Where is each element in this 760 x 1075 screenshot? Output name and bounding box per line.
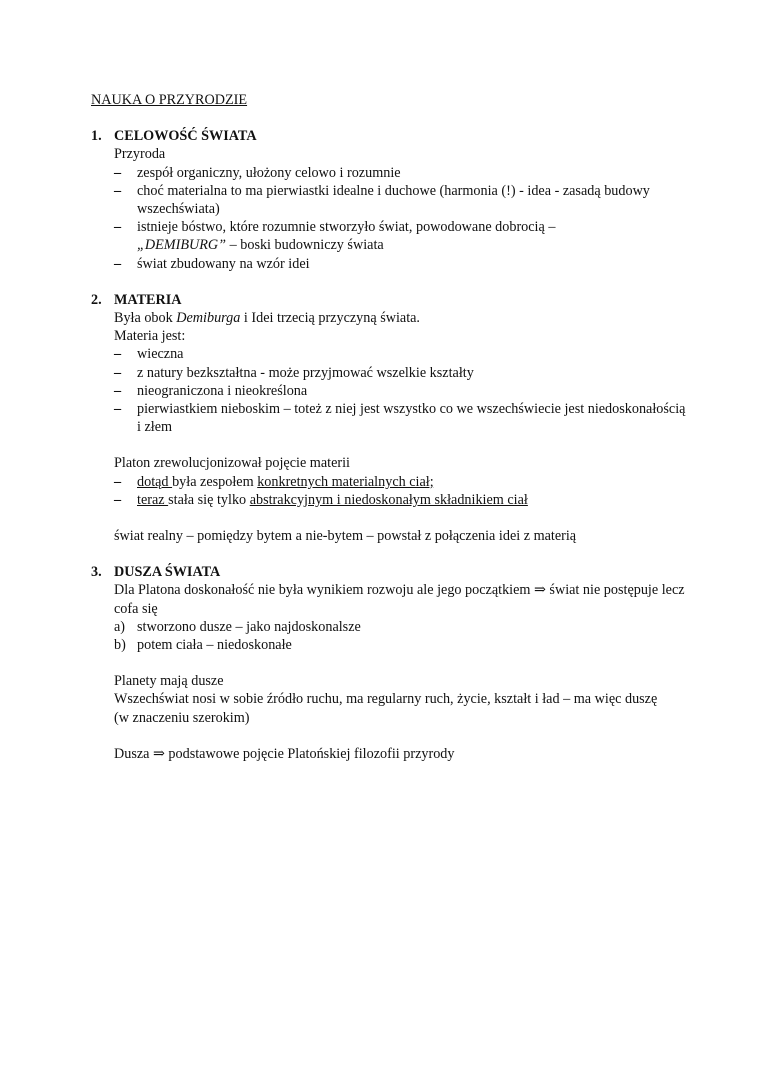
- list-item: – z natury bezkształtna - może przyjmować wszelkie kształty: [114, 364, 474, 381]
- section-celowosc: [91, 127, 691, 273]
- paragraph: Wszechświat nosi w sobie źródło ruchu, ma regularny ruch, życie, kształt i ład – ma więc duszę: [114, 691, 658, 708]
- section-materia: [91, 291, 691, 545]
- list-item: – choć materialna to ma pierwiastki idealne i duchowe (harmonia (!) - idea - zasadą budowy wszechświata): [114, 182, 650, 218]
- paragraph: Planety mają dusze: [114, 673, 224, 690]
- alpha-list: [114, 618, 691, 654]
- list-item: – teraz stała się tylko abstrakcyjnym i niedoskonałym składnikiem ciał: [114, 491, 528, 508]
- list-item: – dotąd była zespołem konkretnych materialnych ciał;: [114, 473, 434, 490]
- dash-bullet: –: [114, 219, 122, 236]
- page-title: NAUKA O PRZYRODZIE: [91, 92, 248, 108]
- section-dusza: [91, 563, 691, 763]
- section-number: 1.: [91, 128, 102, 145]
- section-heading: DUSZA ŚWIATA: [114, 564, 221, 581]
- dash-bullet: –: [114, 401, 122, 418]
- dash-bullet: –: [114, 473, 122, 490]
- paragraph: (w znaczeniu szerokim): [114, 709, 250, 726]
- section-heading: CELOWOŚĆ ŚWIATA: [114, 128, 257, 145]
- list-item: – zespół organiczny, ułożony celowo i rozumnie: [114, 164, 401, 181]
- alpha-marker: a): [114, 618, 126, 635]
- dash-bullet: –: [114, 346, 122, 363]
- list-item: – istnieje bóstwo, które rozumnie stworzyło świat, powodowane dobrocią – „DEMIBURG” – boski budowniczy świata: [114, 219, 556, 254]
- list-item: – pierwiastkiem nieboskim – toteż z niej jest wszystko co we wszechświecie jest niedoskonałością i złem: [114, 401, 686, 436]
- section-number: 2.: [91, 291, 102, 308]
- dash-bullet: –: [114, 182, 122, 199]
- platon-paragraph: Platon zrewolucjonizował pojęcie materii: [114, 455, 350, 472]
- dash-list: [114, 473, 691, 509]
- dash-bullet: –: [114, 255, 122, 272]
- section-intro: Dla Platona doskonałość nie była wynikiem rozwoju ale jego początkiem ⇒ świat nie postępuje lecz cofa się: [114, 582, 685, 617]
- section-intro: Przyroda: [114, 146, 166, 163]
- closing-paragraph: świat realny – pomiędzy bytem a nie-bytem – powstał z połączenia idei z materią: [114, 528, 577, 545]
- section-number: 3.: [91, 564, 102, 581]
- document-body: [91, 91, 691, 763]
- section-heading: MATERIA: [114, 291, 182, 308]
- dash-bullet: –: [114, 382, 122, 399]
- dash-bullet: –: [114, 364, 122, 381]
- list-item: – świat zbudowany na wzór idei: [114, 255, 310, 272]
- list-item: – wieczna: [114, 346, 184, 363]
- dash-bullet: –: [114, 491, 122, 508]
- demiburg-term: „DEMIBURG”: [137, 237, 227, 254]
- paragraph: Dusza ⇒ podstawowe pojęcie Platońskiej filozofii przyrody: [114, 745, 455, 762]
- dash-list: [114, 164, 691, 273]
- section-intro: Była obok Demiburga i Idei trzecią przyczyną świata.: [114, 310, 420, 327]
- alpha-marker: b): [114, 637, 126, 654]
- list-item: a) stworzono dusze – jako najdoskonalsze: [114, 618, 361, 635]
- list-item: b) potem ciała – niedoskonałe: [114, 637, 292, 654]
- dash-list: [114, 345, 691, 436]
- dash-bullet: –: [114, 164, 122, 181]
- list-item: – nieograniczona i nieokreślona: [114, 382, 308, 399]
- section-intro-2: Materia jest:: [114, 328, 186, 345]
